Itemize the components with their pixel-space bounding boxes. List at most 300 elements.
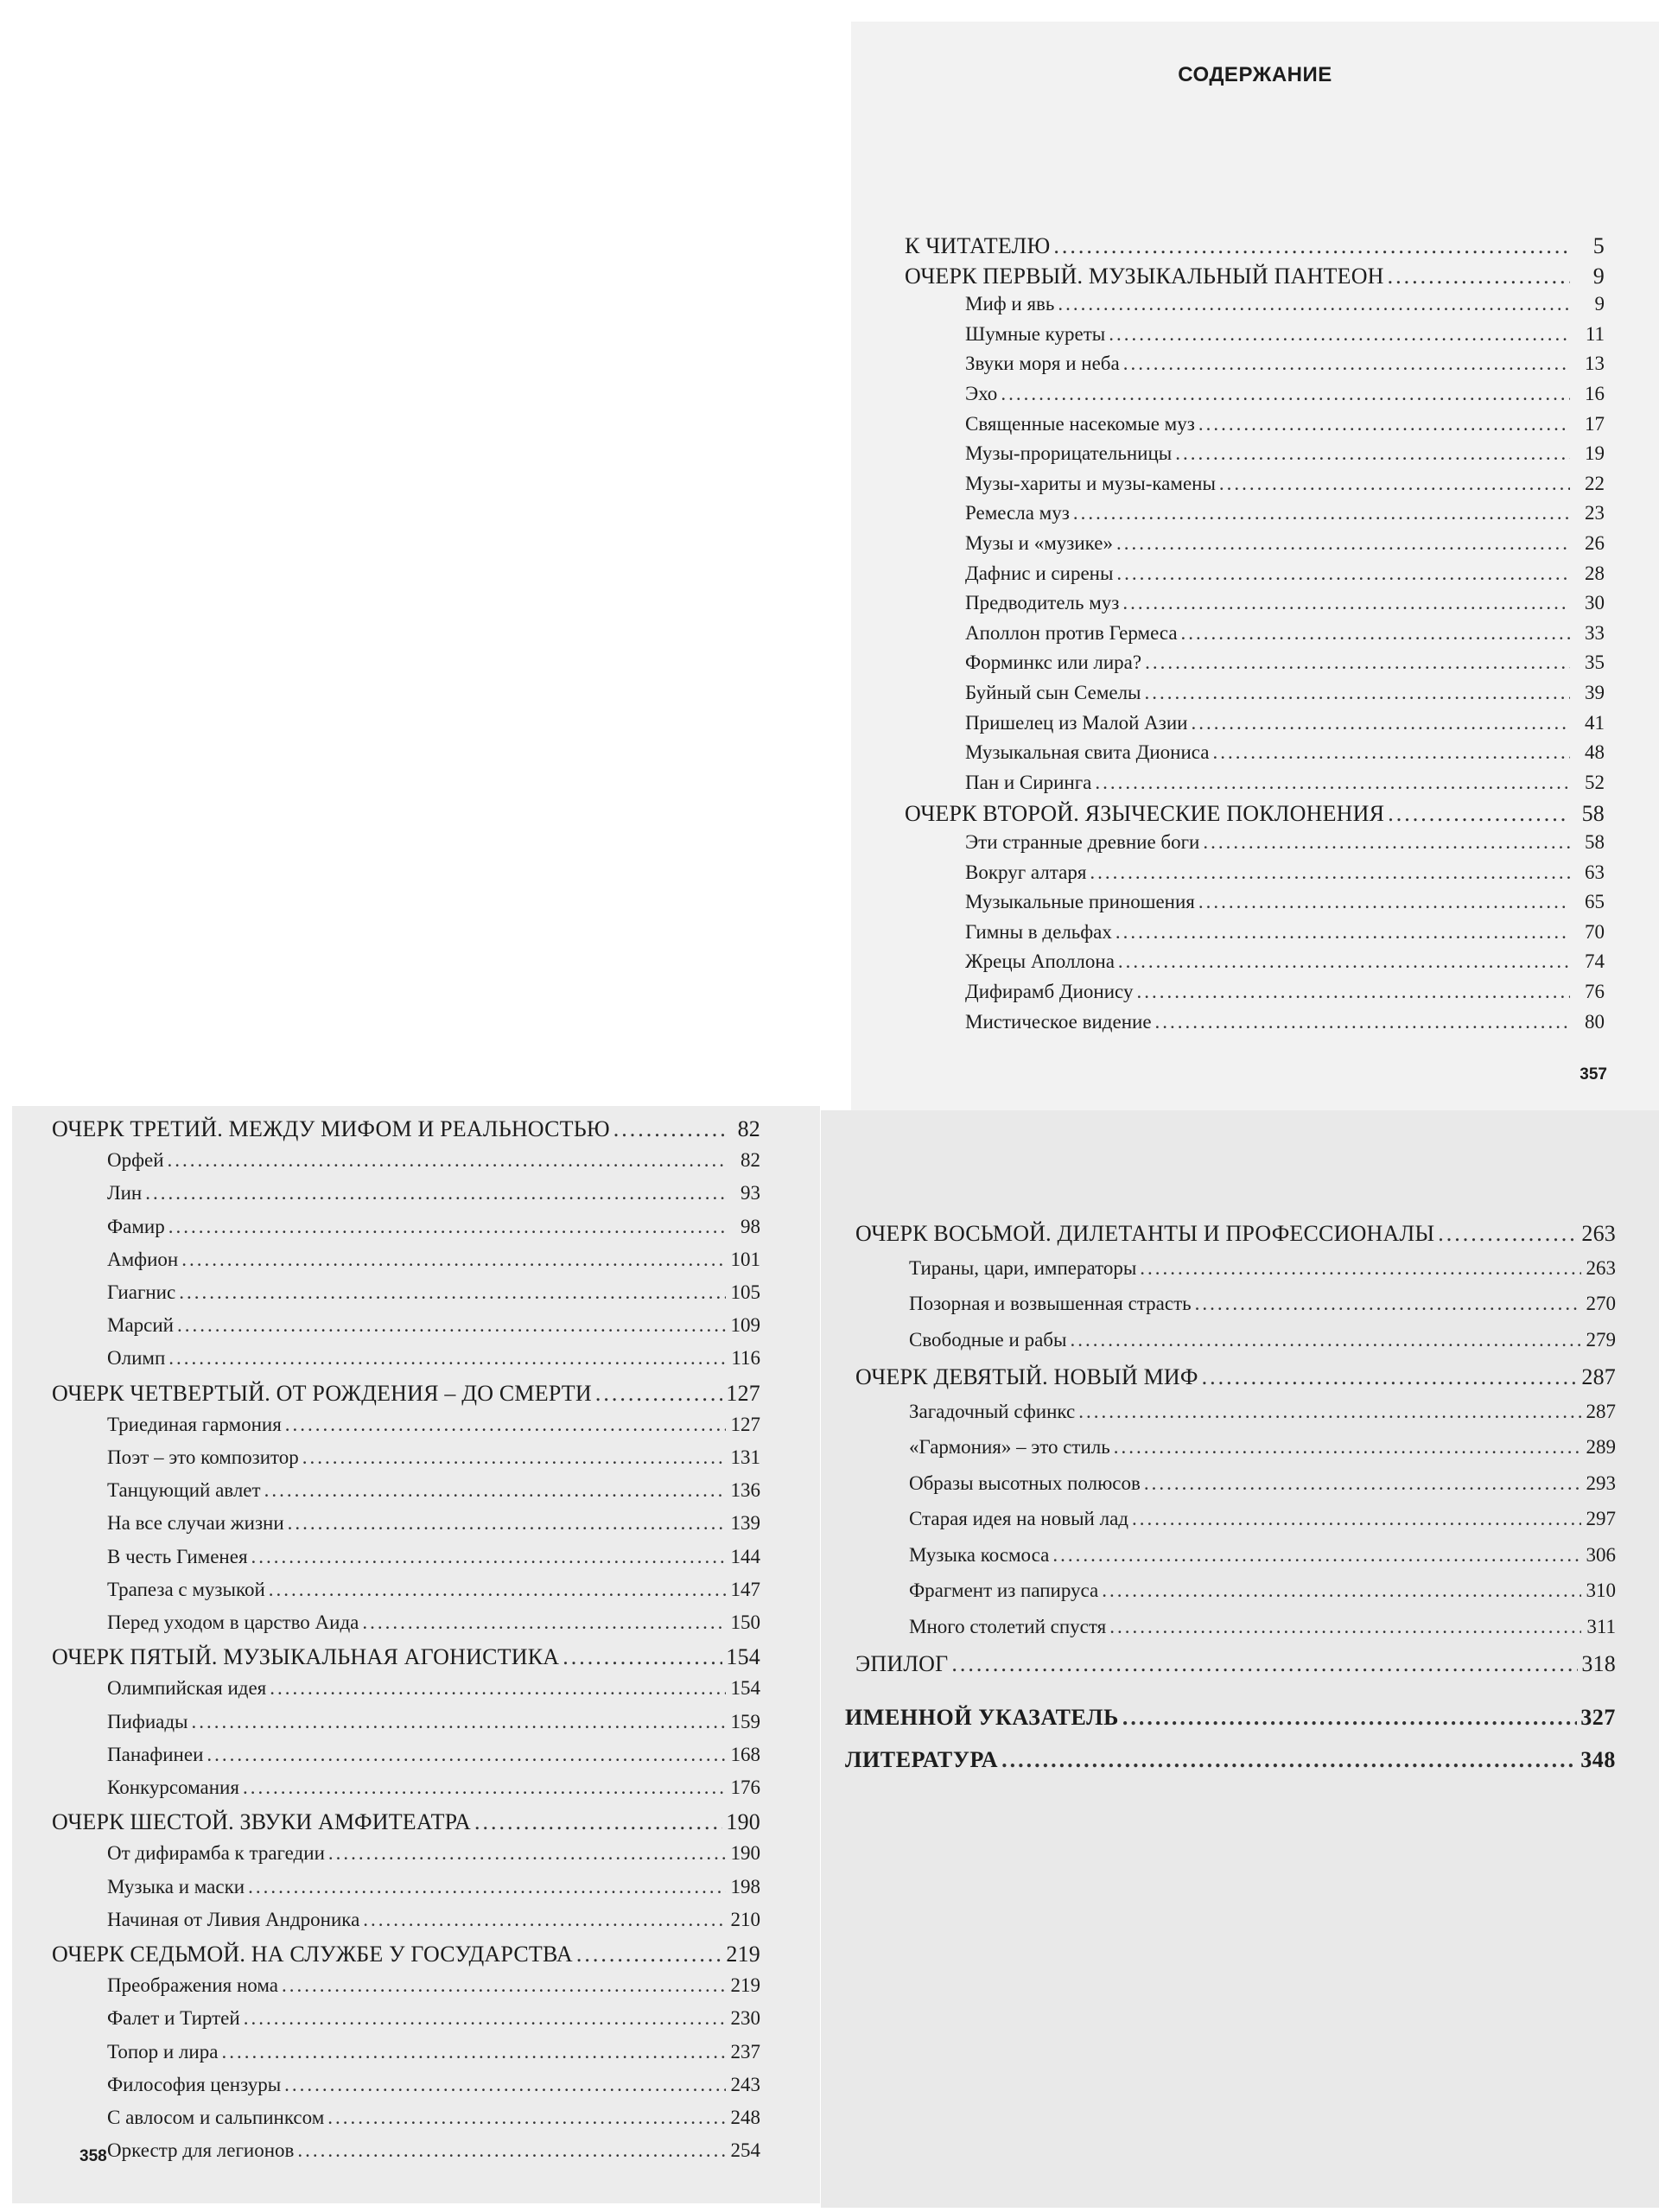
toc-entry-title: Пришелец из Малой Азии xyxy=(965,711,1188,734)
toc-entry-page: 293 xyxy=(1586,1471,1616,1494)
toc-section-entry xyxy=(965,741,1605,764)
toc-entry-page: 219 xyxy=(726,1942,760,1967)
toc-chapter-entry xyxy=(52,1116,760,1142)
toc-entry-title: Поэт – это композитор xyxy=(107,1446,299,1468)
dot-leader xyxy=(1118,950,1570,973)
dot-leader xyxy=(1438,1221,1578,1247)
dot-leader xyxy=(284,2074,726,2096)
dot-leader xyxy=(1001,383,1570,405)
toc-section-entry xyxy=(965,712,1605,734)
toc-entry-title: Олимпийская идея xyxy=(107,1677,267,1700)
dot-leader xyxy=(244,2007,726,2030)
dot-leader xyxy=(1102,1580,1581,1602)
toc-entry-title: ЭПИЛОГ xyxy=(855,1651,949,1676)
toc-entry-title: ОЧЕРК СЕДЬМОЙ. НА СЛУЖБЕ У ГОСУДАРСТВА xyxy=(52,1942,573,1967)
toc-section-entry xyxy=(107,1777,760,1799)
dot-leader xyxy=(1212,741,1570,764)
toc-entry-title: Старая идея на новый лад xyxy=(909,1508,1128,1529)
toc-section-entry xyxy=(909,1616,1616,1638)
toc-chapter-entry xyxy=(845,1747,1616,1773)
toc-section-entry xyxy=(107,1281,760,1304)
toc-chapter-entry xyxy=(52,1809,760,1835)
toc-section-entry xyxy=(107,1479,760,1502)
toc-entry-page: 82 xyxy=(737,1116,760,1141)
toc-section-entry xyxy=(909,1257,1616,1280)
toc-entry-title: Танцующий авлет xyxy=(107,1479,261,1502)
toc-entry-page: 348 xyxy=(1580,1747,1616,1772)
toc-entry-page: 287 xyxy=(1581,1364,1616,1389)
toc-entry-page: 154 xyxy=(726,1644,760,1670)
dot-leader xyxy=(1114,1436,1581,1459)
dot-leader xyxy=(168,1149,726,1172)
dot-leader xyxy=(951,1651,1578,1677)
toc-entry-page: 39 xyxy=(1585,682,1605,703)
toc-entry-page: 297 xyxy=(1586,1508,1616,1529)
toc-entry-title: ОЧЕРК ПЯТЫЙ. МУЗЫКАЛЬНАЯ АГОНИСТИКА xyxy=(52,1644,560,1670)
toc-entry-page: 154 xyxy=(730,1677,760,1700)
dot-leader xyxy=(221,2041,726,2063)
toc-section-entry xyxy=(965,473,1605,495)
toc-entry-title: ОЧЕРК ЧЕТВЕРТЫЙ. ОТ РОЖДЕНИЯ – ДО СМЕРТИ xyxy=(52,1380,592,1406)
toc-entry-page: 198 xyxy=(730,1875,760,1897)
toc-entry-title: От дифирамба к трагедии xyxy=(107,1842,325,1865)
toc-section-entry xyxy=(965,323,1605,346)
toc-entry-page: 243 xyxy=(730,2073,760,2095)
dot-leader xyxy=(1109,1616,1581,1638)
toc-entry-page: 58 xyxy=(1581,801,1605,827)
dot-leader xyxy=(563,1644,722,1670)
toc-entry-page: 254 xyxy=(730,2139,760,2162)
toc-entry-page: 76 xyxy=(1585,981,1605,1002)
toc-entry-page: 9 xyxy=(1592,263,1605,289)
toc-entry-page: 136 xyxy=(730,1479,760,1502)
toc-entry-page: 263 xyxy=(1586,1256,1616,1279)
toc-entry-title: Ремесла муз xyxy=(965,502,1070,524)
toc-entry-title: ОЧЕРК ВТОРОЙ. ЯЗЫЧЕСКИЕ ПОКЛОНЕНИЯ xyxy=(905,801,1385,827)
toc-section-entry xyxy=(107,1446,760,1469)
toc-entry-title: Музыка космоса xyxy=(909,1543,1050,1566)
toc-entry-title: В честь Гименея xyxy=(107,1545,248,1567)
toc-section-entry xyxy=(965,383,1605,405)
toc-entry-title: ЛИТЕРАТУРА xyxy=(845,1747,999,1772)
toc-entry-title: Позорная и возвышенная страсть xyxy=(909,1293,1192,1314)
toc-section-entry xyxy=(965,652,1605,674)
dot-leader xyxy=(1109,323,1570,346)
toc-entry-page: 28 xyxy=(1585,562,1605,584)
dot-leader xyxy=(363,1909,726,1931)
toc-section-entry xyxy=(965,563,1605,585)
toc-entry-page: 63 xyxy=(1585,861,1605,883)
toc-entry-title: Предводитель муз xyxy=(965,592,1120,614)
dot-leader xyxy=(1144,1472,1581,1495)
toc-entry-page: 263 xyxy=(1581,1221,1616,1246)
toc-entry-page: 279 xyxy=(1586,1328,1616,1351)
toc-section-entry xyxy=(909,1508,1616,1530)
toc-entry-title: На все случаи жизни xyxy=(107,1512,284,1535)
dot-leader xyxy=(1116,532,1570,555)
toc-entry-title: Образы высотных полюсов xyxy=(909,1471,1141,1494)
toc-entry-title: Пифиады xyxy=(107,1710,188,1732)
toc-entry-page: 16 xyxy=(1585,383,1605,404)
dot-leader xyxy=(1058,293,1570,315)
toc-entry-page: 17 xyxy=(1585,412,1605,435)
toc-entry-page: 144 xyxy=(730,1545,760,1567)
toc-section-entry xyxy=(965,293,1605,315)
dot-leader xyxy=(1198,413,1570,435)
dot-leader xyxy=(328,1842,726,1865)
dot-leader xyxy=(1191,712,1570,734)
dot-leader xyxy=(179,1281,726,1304)
toc-entry-page: 65 xyxy=(1585,891,1605,913)
toc-section-entry xyxy=(909,1436,1616,1459)
page-357 xyxy=(851,22,1659,1110)
toc-entry-title: Музы-хариты и музы-камены xyxy=(965,472,1216,494)
dot-leader xyxy=(1181,622,1570,645)
dot-leader xyxy=(362,1611,726,1634)
toc-entry-page: 80 xyxy=(1585,1010,1605,1033)
toc-section-entry xyxy=(107,1611,760,1634)
toc-section-entry xyxy=(107,1216,760,1238)
dot-leader xyxy=(181,1249,726,1271)
dot-leader xyxy=(595,1381,723,1407)
toc-section-entry xyxy=(107,2007,760,2030)
toc-entry-title: Фрагмент из папируса xyxy=(909,1580,1099,1601)
toc-chapter-entry xyxy=(845,1705,1616,1731)
page-359 xyxy=(821,1110,1659,2208)
dot-leader xyxy=(1388,264,1570,289)
toc-entry-title: Мистическое видение xyxy=(965,1010,1152,1033)
dot-leader xyxy=(168,1347,726,1370)
dot-leader xyxy=(1202,1364,1579,1390)
dot-leader xyxy=(1145,682,1570,704)
toc-entry-title: Шумные куреты xyxy=(965,322,1106,345)
dot-leader xyxy=(1132,1508,1581,1530)
dot-leader xyxy=(1116,563,1570,585)
dot-leader xyxy=(1073,502,1570,524)
toc-entry-page: 30 xyxy=(1585,592,1605,614)
toc-section-entry xyxy=(107,1347,760,1370)
toc-section-entry xyxy=(107,1909,760,1931)
toc-entry-title: Конкурсомания xyxy=(107,1777,239,1798)
toc-entry-title: Марсий xyxy=(107,1314,174,1337)
toc-entry-page: 147 xyxy=(730,1578,760,1600)
toc-entry-page: 41 xyxy=(1585,711,1605,734)
toc-entry-page: 116 xyxy=(731,1347,760,1370)
dot-leader xyxy=(1001,1747,1577,1773)
dot-leader xyxy=(192,1711,727,1733)
toc-section-entry xyxy=(965,891,1605,913)
dot-leader xyxy=(1136,981,1570,1003)
toc-entry-title: ОЧЕРК ТРЕТИЙ. МЕЖДУ МИФОМ И РЕАЛЬНОСТЬЮ xyxy=(52,1116,610,1141)
toc-section-entry xyxy=(107,1842,760,1865)
dot-leader xyxy=(302,1446,726,1469)
toc-entry-page: 168 xyxy=(730,1743,760,1765)
toc-section-entry xyxy=(909,1293,1616,1315)
toc-entry-page: 131 xyxy=(730,1446,760,1468)
toc-entry-page: 287 xyxy=(1586,1400,1616,1422)
toc-entry-title: Много столетий спустя xyxy=(909,1615,1107,1637)
toc-section-entry xyxy=(965,1011,1605,1033)
dot-leader xyxy=(1070,1329,1581,1351)
dot-leader xyxy=(1122,1705,1577,1731)
toc-list-357 xyxy=(905,233,1605,1040)
toc-section-entry xyxy=(107,1974,760,1997)
toc-entry-page: 33 xyxy=(1585,621,1605,644)
toc-entry-title: Фалет и Тиртей xyxy=(107,2007,240,2030)
toc-section-entry xyxy=(107,2107,760,2129)
dot-leader xyxy=(1078,1401,1581,1423)
toc-entry-title: Дифирамб Дионису xyxy=(965,981,1134,1002)
toc-entry-page: 327 xyxy=(1580,1704,1616,1730)
toc-section-entry xyxy=(107,1149,760,1172)
toc-entry-title: Гимны в дельфах xyxy=(965,920,1112,943)
dot-leader xyxy=(1155,1011,1570,1033)
dot-leader xyxy=(474,1809,722,1835)
dot-leader xyxy=(1203,831,1570,854)
dot-leader xyxy=(145,1182,726,1205)
toc-entry-page: 270 xyxy=(1586,1293,1616,1314)
toc-entry-page: 230 xyxy=(730,2007,760,2030)
dot-leader xyxy=(1145,652,1570,674)
toc-entry-title: Триединая гармония xyxy=(107,1413,282,1435)
toc-entry-title: Буйный сын Семелы xyxy=(965,682,1141,703)
toc-entry-page: 306 xyxy=(1586,1543,1616,1566)
toc-entry-title: Музыкальные приношения xyxy=(965,891,1195,913)
toc-section-entry xyxy=(107,1744,760,1766)
toc-entry-page: 210 xyxy=(730,1908,760,1930)
toc-entry-page: 190 xyxy=(726,1809,760,1835)
toc-section-entry xyxy=(107,1512,760,1535)
toc-entry-page: 98 xyxy=(741,1215,760,1237)
toc-entry-title: Оркестр для легионов xyxy=(107,2139,295,2162)
toc-section-entry xyxy=(909,1580,1616,1602)
toc-entry-title: «Гармония» – это стиль xyxy=(909,1436,1110,1458)
dot-leader xyxy=(251,1546,726,1568)
toc-entry-page: 19 xyxy=(1585,442,1605,465)
toc-entry-page: 190 xyxy=(730,1842,760,1865)
toc-entry-page: 58 xyxy=(1585,831,1605,853)
toc-entry-title: Жрецы Аполлона xyxy=(965,950,1115,973)
toc-entry-page: 23 xyxy=(1585,502,1605,524)
toc-entry-page: 74 xyxy=(1585,950,1605,973)
toc-entry-page: 289 xyxy=(1586,1436,1616,1458)
toc-entry-title: Музы-прорицательницы xyxy=(965,442,1173,465)
dot-leader xyxy=(1388,801,1570,827)
toc-chapter-entry xyxy=(855,1651,1616,1677)
dot-leader xyxy=(1090,861,1570,884)
toc-entry-title: Начиная от Ливия Андроника xyxy=(107,1908,360,1930)
toc-entry-page: 5 xyxy=(1592,233,1605,258)
dot-leader xyxy=(269,1579,726,1601)
dot-leader xyxy=(248,1876,726,1898)
toc-entry-title: Гиагнис xyxy=(107,1281,176,1303)
toc-entry-title: Панафинеи xyxy=(107,1743,204,1765)
toc-entry-page: 310 xyxy=(1586,1580,1616,1601)
toc-entry-title: Фамир xyxy=(107,1215,165,1237)
toc-entry-title: Олимп xyxy=(107,1347,166,1370)
toc-section-entry xyxy=(965,981,1605,1003)
toc-entry-title: Эти странные древние боги xyxy=(965,831,1200,853)
toc-section-entry xyxy=(965,353,1605,375)
toc-entry-title: Дафнис и сирены xyxy=(965,562,1114,584)
page-358 xyxy=(12,1106,820,2203)
toc-entry-page: 93 xyxy=(741,1182,760,1205)
toc-entry-title: Музыка и маски xyxy=(107,1875,245,1897)
toc-entry-page: 318 xyxy=(1581,1651,1616,1676)
dot-leader xyxy=(1123,353,1570,375)
dot-leader xyxy=(1219,473,1570,495)
toc-section-entry xyxy=(965,502,1605,524)
toc-entry-title: Пан и Сиринга xyxy=(965,771,1092,793)
toc-entry-title: Аполлон против Гермеса xyxy=(965,621,1178,644)
dot-leader xyxy=(207,1744,726,1766)
toc-section-entry xyxy=(107,1579,760,1601)
dot-leader xyxy=(1052,1544,1581,1567)
toc-entry-page: 248 xyxy=(730,2107,760,2128)
toc-chapter-entry xyxy=(905,801,1605,827)
toc-entry-page: 139 xyxy=(730,1512,760,1535)
toc-section-entry xyxy=(107,1314,760,1337)
toc-entry-title: Священные насекомые муз xyxy=(965,412,1195,435)
toc-entry-title: Орфей xyxy=(107,1149,164,1172)
dot-leader xyxy=(288,1512,726,1535)
toc-section-entry xyxy=(107,1546,760,1568)
toc-entry-title: Форминкс или лира? xyxy=(965,652,1142,674)
dot-leader xyxy=(1140,1257,1581,1280)
toc-entry-title: ОЧЕРК ДЕВЯТЫЙ. НОВЫЙ МИФ xyxy=(855,1364,1198,1389)
toc-entry-page: 311 xyxy=(1586,1615,1616,1637)
dot-leader xyxy=(327,2107,726,2129)
toc-entry-page: 48 xyxy=(1585,741,1605,764)
toc-section-entry xyxy=(965,921,1605,944)
toc-entry-page: 82 xyxy=(741,1149,760,1172)
toc-section-entry xyxy=(965,831,1605,854)
toc-list-359 xyxy=(845,1221,1616,1783)
toc-section-entry xyxy=(107,1414,760,1436)
toc-section-entry xyxy=(107,2139,760,2162)
toc-section-entry xyxy=(107,1182,760,1205)
toc-entry-page: 22 xyxy=(1585,472,1605,494)
toc-entry-title: Амфион xyxy=(107,1248,179,1270)
dot-leader xyxy=(576,1942,723,1967)
toc-entry-title: Музыкальная свита Диониса xyxy=(965,741,1210,764)
toc-entry-title: Преображения нома xyxy=(107,1974,278,1997)
toc-entry-page: 13 xyxy=(1585,353,1605,375)
toc-chapter-entry xyxy=(52,1942,760,1967)
toc-entry-page: 101 xyxy=(730,1248,760,1270)
toc-entry-page: 105 xyxy=(730,1281,760,1303)
toc-section-entry xyxy=(107,2041,760,2063)
toc-entry-title: К ЧИТАТЕЛЮ xyxy=(905,233,1051,258)
toc-section-entry xyxy=(965,532,1605,555)
toc-section-entry xyxy=(909,1401,1616,1423)
toc-entry-page: 127 xyxy=(726,1380,760,1406)
toc-entry-page: 52 xyxy=(1585,771,1605,793)
toc-section-entry xyxy=(107,1249,760,1271)
toc-entry-title: Звуки моря и неба xyxy=(965,353,1120,375)
toc-section-entry xyxy=(909,1472,1616,1495)
toc-entry-title: Перед уходом в царство Аида xyxy=(107,1611,359,1633)
dot-leader xyxy=(1053,233,1570,259)
toc-list-358 xyxy=(52,1116,760,2172)
toc-section-entry xyxy=(107,2074,760,2096)
toc-chapter-entry xyxy=(855,1364,1616,1390)
dot-leader xyxy=(1116,921,1570,944)
dot-leader xyxy=(1122,592,1570,614)
toc-entry-page: 9 xyxy=(1594,293,1605,315)
toc-section-entry xyxy=(107,1677,760,1700)
toc-entry-page: 26 xyxy=(1585,532,1605,554)
toc-entry-page: 159 xyxy=(730,1710,760,1732)
toc-entry-title: Лин xyxy=(107,1182,143,1205)
toc-entry-title: Топор и лира xyxy=(107,2040,219,2063)
toc-section-entry xyxy=(909,1329,1616,1351)
toc-entry-title: С авлосом и сальпинксом xyxy=(107,2107,325,2128)
toc-entry-page: 150 xyxy=(730,1611,760,1633)
toc-entry-title: Эхо xyxy=(965,383,998,404)
dot-leader xyxy=(270,1677,726,1700)
dot-leader xyxy=(1198,891,1570,913)
toc-section-entry xyxy=(965,592,1605,614)
toc-entry-title: Миф и явь xyxy=(965,293,1055,315)
contents-heading: СОДЕРЖАНИЕ xyxy=(1178,63,1332,86)
dot-leader xyxy=(1095,772,1570,794)
toc-entry-title: Философия цензуры xyxy=(107,2073,282,2095)
toc-section-entry xyxy=(909,1544,1616,1567)
toc-chapter-entry xyxy=(52,1644,760,1670)
page-number: 358 xyxy=(79,2147,107,2165)
toc-entry-title: ОЧЕРК ВОСЬМОЙ. ДИЛЕТАНТЫ И ПРОФЕССИОНАЛЫ xyxy=(855,1221,1435,1246)
toc-section-entry xyxy=(965,772,1605,794)
toc-section-entry xyxy=(965,950,1605,973)
toc-entry-title: Тираны, цари, императоры xyxy=(909,1256,1137,1279)
toc-entry-page: 176 xyxy=(730,1777,760,1798)
toc-section-entry xyxy=(965,442,1605,465)
toc-entry-title: Трапеза с музыкой xyxy=(107,1578,265,1600)
dot-leader xyxy=(297,2139,726,2162)
dot-leader xyxy=(1195,1293,1581,1315)
page-number: 357 xyxy=(1580,1065,1607,1084)
dot-leader xyxy=(243,1777,726,1799)
toc-entry-page: 11 xyxy=(1585,322,1605,345)
toc-section-entry xyxy=(107,1711,760,1733)
dot-leader xyxy=(177,1314,726,1337)
toc-chapter-entry xyxy=(905,233,1605,259)
toc-entry-page: 219 xyxy=(730,1974,760,1997)
toc-entry-title: ОЧЕРК ПЕРВЫЙ. МУЗЫКАЛЬНЫЙ ПАНТЕОН xyxy=(905,263,1384,289)
toc-chapter-entry xyxy=(855,1221,1616,1247)
toc-entry-title: ОЧЕРК ШЕСТОЙ. ЗВУКИ АМФИТЕАТРА xyxy=(52,1809,471,1835)
toc-section-entry xyxy=(965,622,1605,645)
toc-section-entry xyxy=(965,413,1605,435)
dot-leader xyxy=(613,1116,726,1142)
toc-entry-page: 237 xyxy=(730,2040,760,2063)
toc-entry-title: Свободные и рабы xyxy=(909,1328,1067,1351)
dot-leader xyxy=(282,1974,726,1997)
dot-leader xyxy=(1175,442,1570,465)
dot-leader xyxy=(285,1414,726,1436)
toc-section-entry xyxy=(107,1876,760,1898)
toc-entry-title: Вокруг алтаря xyxy=(965,861,1087,883)
toc-chapter-entry xyxy=(52,1381,760,1407)
toc-entry-title: Загадочный сфинкс xyxy=(909,1400,1076,1422)
dot-leader xyxy=(168,1216,726,1238)
toc-section-entry xyxy=(965,682,1605,704)
toc-section-entry xyxy=(965,861,1605,884)
dot-leader xyxy=(264,1479,726,1502)
toc-entry-page: 127 xyxy=(730,1413,760,1435)
toc-entry-title: ИМЕННОЙ УКАЗАТЕЛЬ xyxy=(845,1704,1119,1730)
